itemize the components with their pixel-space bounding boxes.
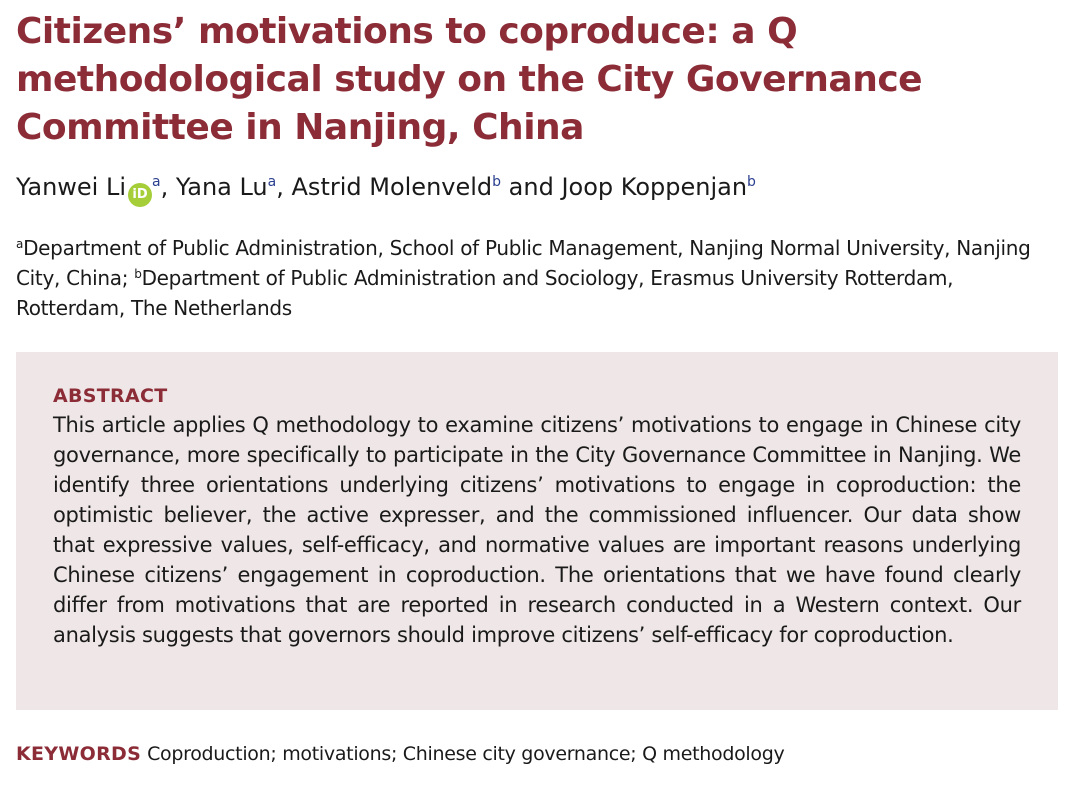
- affiliations: [16, 233, 1066, 323]
- abstract-heading: ABSTRACT: [53, 385, 168, 407]
- keywords-label: KEYWORDS: [16, 743, 142, 765]
- author-affiliation-mark[interactable]: b: [747, 174, 756, 190]
- author-name[interactable]: Joop Koppenjan: [561, 173, 748, 201]
- author-affiliation-mark[interactable]: b: [492, 174, 502, 190]
- author-separator: and: [501, 173, 562, 201]
- author-separator: ,: [160, 173, 176, 201]
- author-name[interactable]: Yana Lu: [175, 173, 268, 201]
- author-affiliation-mark[interactable]: a: [152, 174, 161, 190]
- affiliation-mark: a: [16, 237, 24, 251]
- author-name[interactable]: Astrid Molenveld: [291, 173, 493, 201]
- author-separator: ,: [276, 173, 292, 201]
- affiliation-text: Department of Public Administration and Sociology, Erasmus University Rotterdam, Rotterdam, The Netherlands: [16, 266, 954, 320]
- affiliation-text: Department of Public Administration, School of Public Management, Nanjing Normal University, Nanjing City, China;: [16, 236, 1031, 290]
- abstract-box: [16, 352, 1058, 710]
- keywords-list: Coproduction; motivations; Chinese city governance; Q methodology: [147, 743, 785, 765]
- author-name[interactable]: Yanwei Li: [16, 173, 127, 201]
- abstract-text: This article applies Q methodology to examine citizens’ motivations to engage in Chinese city governance, more specifically to participate in the City Governance Committee in Nanjing. We identify three orientations underlying citizens’ motivations to engage in coproduction: the optimistic believer, the active expresser, and the commissioned influencer. Our data show that expressive values, self-efficacy, and normative values are important reasons underlying Chinese citizens’ engagement in coproduction. The orientations that we have found clearly differ from motivations that are reported in research conducted in a Western context. Our analysis suggests that governors should improve citizens’ self-efficacy for coproduction.: [53, 413, 1021, 647]
- keywords: [16, 740, 1066, 768]
- orcid-icon[interactable]: iD: [128, 183, 152, 207]
- author-list: [16, 170, 756, 207]
- author-affiliation-mark[interactable]: a: [267, 174, 277, 190]
- affiliation-mark: b: [134, 267, 142, 281]
- article-title: Citizens’ motivations to coproduce: a Q methodological study on the City Governance Committee in Nanjing, China: [16, 11, 923, 148]
